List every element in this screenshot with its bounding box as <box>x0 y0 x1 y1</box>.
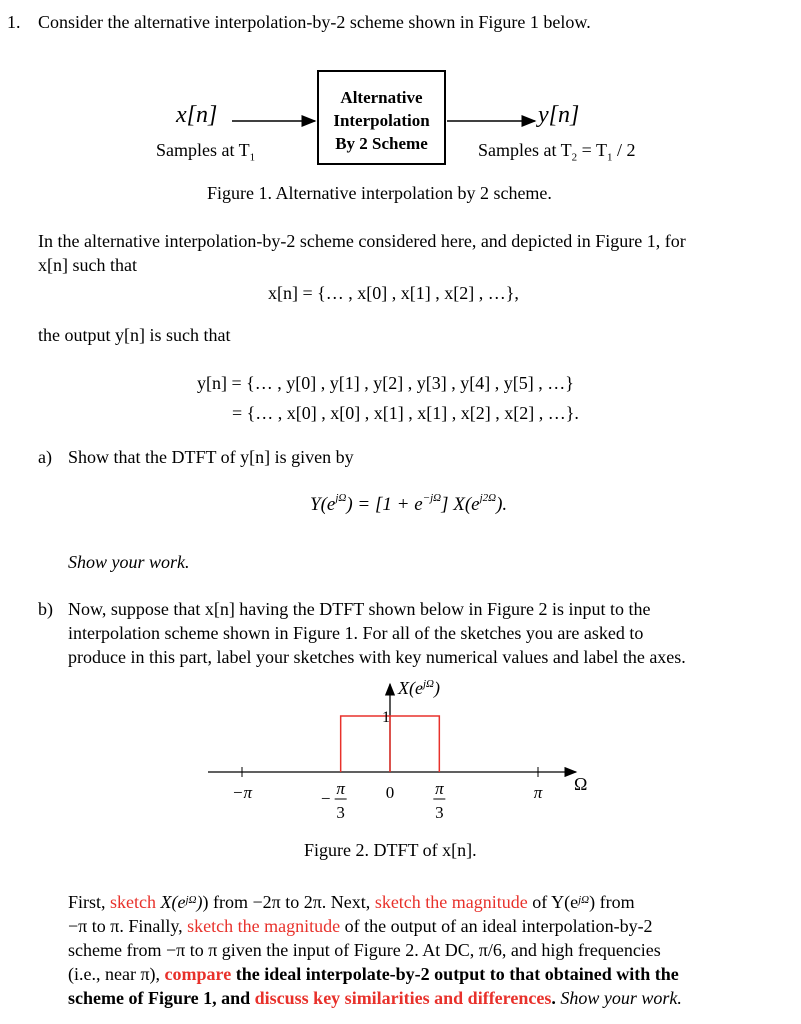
paragraph-2: the output y[n] is such that <box>38 325 231 345</box>
output-signal-label: y[n] <box>538 102 580 128</box>
y-axis-label: $X(e^{j\Omega})$ <box>398 678 440 698</box>
part-a-label: a) <box>38 447 52 467</box>
tick-label-zero: 0 <box>385 783 395 802</box>
paragraph-1-line-2: x[n] such that <box>38 255 137 275</box>
input-samples-label: Samples at $T_1$ <box>156 140 256 164</box>
tick-label-neg-pi-over-3-den: 3 <box>336 803 345 822</box>
output-samples-label: Samples at $T_2 = T_1 / 2$ <box>478 140 636 164</box>
figure-1-caption: Figure 1. Alternative interpolation by 2 scheme. <box>207 183 552 203</box>
part-a-text: Show that the DTFT of y[n] is given by <box>68 447 354 467</box>
figure-2-chart <box>0 670 801 840</box>
tick-label-neg-pi: −π <box>232 783 252 802</box>
part-b-line-3: produce in this part, label your sketches with key numerical values and label the axes. <box>68 647 686 667</box>
problem-number: 1. <box>7 12 21 32</box>
tick-label-pi: π <box>533 783 543 802</box>
part-b-line-2: interpolation scheme shown in Figure 1. For all of the sketches you are asked to <box>68 623 644 643</box>
paragraph-1-line-1: In the alternative interpolation-by-2 scheme considered here, and depicted in Figure 1, for <box>38 231 686 251</box>
part-b-line-1: Now, suppose that x[n] having the DTFT shown below in Figure 2 is input to the <box>68 599 651 619</box>
tick-label-pi-over-3-num: π <box>435 779 444 798</box>
tick-label-neg-pi-over-3-num: π <box>336 779 345 798</box>
equation-x: x[n] = {… , x[0] , x[1] , x[2] , …}, <box>268 283 519 303</box>
box-label: Alternative Interpolation By 2 Scheme <box>333 88 430 153</box>
tick-label-pi-over-3-den: 3 <box>435 803 444 822</box>
equation-y-line-1: y[n] = {… , y[0] , y[1] , y[2] , y[3] , y[4] , y[5] , …} <box>197 373 574 393</box>
pulse-height-label: 1 <box>382 709 390 726</box>
x-axis-label: Ω <box>574 774 588 794</box>
figure-2-caption: Figure 2. DTFT of x[n]. <box>304 840 477 860</box>
problem-intro: Consider the alternative interpolation-by-2 scheme shown in Figure 1 below. <box>38 12 591 32</box>
equation-Y: $Y(e^{j\Omega}) = [1 + e^{-j\Omega}]$ $X(e^{j2\Omega})$. <box>310 492 508 515</box>
equation-y-line-2: = {… , x[0] , x[0] , x[1] , x[1] , x[2] , x[2] , …}. <box>232 403 579 423</box>
part-b-label: b) <box>38 599 53 619</box>
input-signal-label: x[n] <box>176 102 218 128</box>
final-paragraph: First, sketch $X(e^{j\Omega})$) from −2π to 2π. Next, sketch the magnitude of $Y(e^{j\Omega})$ from −π to π. Finally, sketch the magnitude of the output of an ideal interpolation-by-2 scheme from −π to π given the input of Figure 2. At DC, π/6, and high frequencies (i.e., near π), compare the ideal interpolate-by-2 output to that obtained with the scheme of Figure 1, and discuss key similarities and differences. Show your work. <box>68 892 682 1008</box>
show-work-a: Show your work. <box>68 552 190 572</box>
tick-label-neg-pi-over-3-sign: − <box>320 789 331 808</box>
